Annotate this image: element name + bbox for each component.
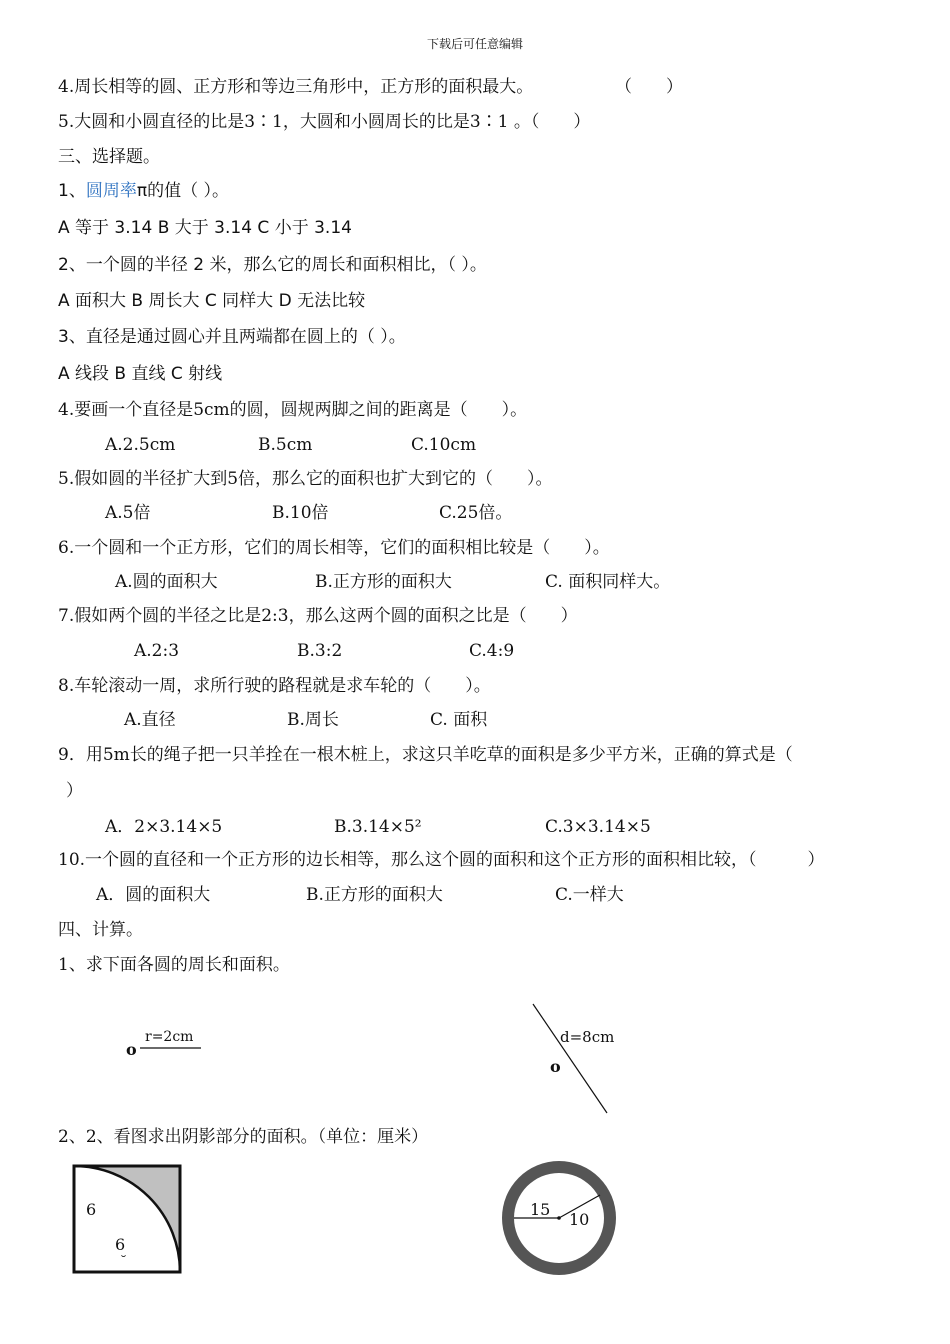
fig2-diameter-line xyxy=(525,1000,615,1120)
judge-q5: 5.大圆和小圆直径的比是3∶1，大圆和小圆周长的比是3∶1 。（ ） xyxy=(58,112,591,132)
judge-q4: 4.周长相等的圆、正方形和等边三角形中，正方形的面积最大。 xyxy=(58,77,534,97)
fig1-radius-label: r=2cm xyxy=(145,1029,194,1045)
mc-q2: 2、一个圆的半径 2 米，那么它的周长和面积相比，（ ）。 xyxy=(58,255,487,275)
judge-q4-blank: （ ） xyxy=(615,77,683,97)
fig4-ring xyxy=(500,1159,620,1279)
mc-q8: 8.车轮滚动一周，求所行驶的路程就是求车轮的（ ）。 xyxy=(58,676,491,696)
mc-q1-link[interactable]: 圆周率 xyxy=(85,181,137,201)
mc-q8-option-a: A.直径 xyxy=(124,710,176,730)
mc-q8-option-b: B.周长 xyxy=(287,710,339,730)
mc-q6-option-b: B.正方形的面积大 xyxy=(315,572,452,592)
mc-q5: 5.假如圆的半径扩大到5倍，那么它的面积也扩大到它的（ ）。 xyxy=(58,469,553,489)
fig3-square-quarter-circle xyxy=(70,1162,185,1277)
mc-q1 xyxy=(58,180,229,202)
mc-q5-option-a: A.5倍 xyxy=(105,503,151,523)
mc-q7-option-c: C.4:9 xyxy=(469,641,515,661)
page-header: 下载后可任意编辑 xyxy=(426,37,523,51)
mc-q10-option-b: B.正方形的面积大 xyxy=(306,885,443,905)
mc-q6-option-c: C. 面积同样大。 xyxy=(545,572,671,592)
section-4-title: 四、计算。 xyxy=(58,920,143,940)
mc-q5-option-c: C.25倍。 xyxy=(439,503,513,523)
fig1-radius-line xyxy=(136,1040,206,1054)
mc-q1-options: A 等于 3.14 B 大于 3.14 C 小于 3.14 xyxy=(58,218,352,238)
mc-q10-option-a: A．圆的面积大 xyxy=(96,885,211,905)
mc-q6-option-a: A.圆的面积大 xyxy=(115,572,218,592)
mc-q9-line1: 9．用5m长的绳子把一只羊拴在一根木桩上，求这只羊吃草的面积是多少平方米，正确的算式是（ xyxy=(58,745,793,765)
mc-q4-option-c: C.10cm xyxy=(411,435,477,455)
mc-q9-option-b: B.3.14×5² xyxy=(334,817,422,837)
fig3-mark: ˘ xyxy=(120,1254,127,1270)
fig2-diameter-label: d=8cm xyxy=(560,1028,615,1046)
mc-q3-options: A 线段 B 直线 C 射线 xyxy=(58,364,223,384)
calc-q1: 1、求下面各圆的周长和面积。 xyxy=(58,955,290,975)
fig2-center-label: o xyxy=(550,1057,561,1076)
fig3-side-label: 6 xyxy=(86,1200,97,1219)
mc-q7-option-b: B.3:2 xyxy=(297,641,343,661)
fig4-center-dot xyxy=(557,1216,561,1220)
section-3-title: 三、选择题。 xyxy=(58,147,160,167)
mc-q5-option-b: B.10倍 xyxy=(272,503,329,523)
mc-q9-option-c: C.3×3.14×5 xyxy=(545,817,651,837)
calc-q2: 2、2、看图求出阴影部分的面积。（单位：厘米） xyxy=(58,1127,429,1147)
mc-q7-option-a: A.2:3 xyxy=(134,641,180,661)
mc-q2-options: A 面积大 B 周长大 C 同样大 D 无法比较 xyxy=(58,291,366,311)
mc-q4: 4.要画一个直径是5cm的圆，圆规两脚之间的距离是（ ）。 xyxy=(58,400,528,420)
mc-q8-option-c: C. 面积 xyxy=(430,710,488,730)
mc-q10-option-c: C.一样大 xyxy=(555,885,624,905)
fig1-center-label: o xyxy=(126,1040,137,1059)
mc-q9-line2: ） xyxy=(66,781,83,801)
fig3-bottom-label: 6 xyxy=(115,1235,126,1254)
fig4-inner-label: 10 xyxy=(569,1210,590,1229)
mc-q1-rest: π的值（ ）。 xyxy=(136,181,229,201)
mc-q1-prefix: 1、 xyxy=(58,181,86,201)
mc-q4-option-b: B.5cm xyxy=(258,435,313,455)
mc-q4-option-a: A.2.5cm xyxy=(105,435,176,455)
mc-q7: 7.假如两个圆的半径之比是2:3，那么这两个圆的面积之比是（ ） xyxy=(58,606,578,626)
mc-q9-option-a: A．2×3.14×5 xyxy=(105,817,223,837)
mc-q3: 3、直径是通过圆心并且两端都在圆上的（ ）。 xyxy=(58,327,406,347)
fig4-outer-label: 15 xyxy=(530,1200,551,1219)
mc-q10: 10.一个圆的直径和一个正方形的边长相等，那么这个圆的面积和这个正方形的面积相比较，（ ） xyxy=(58,850,825,870)
mc-q6: 6.一个圆和一个正方形，它们的周长相等，它们的面积相比较是（ ）。 xyxy=(58,538,610,558)
